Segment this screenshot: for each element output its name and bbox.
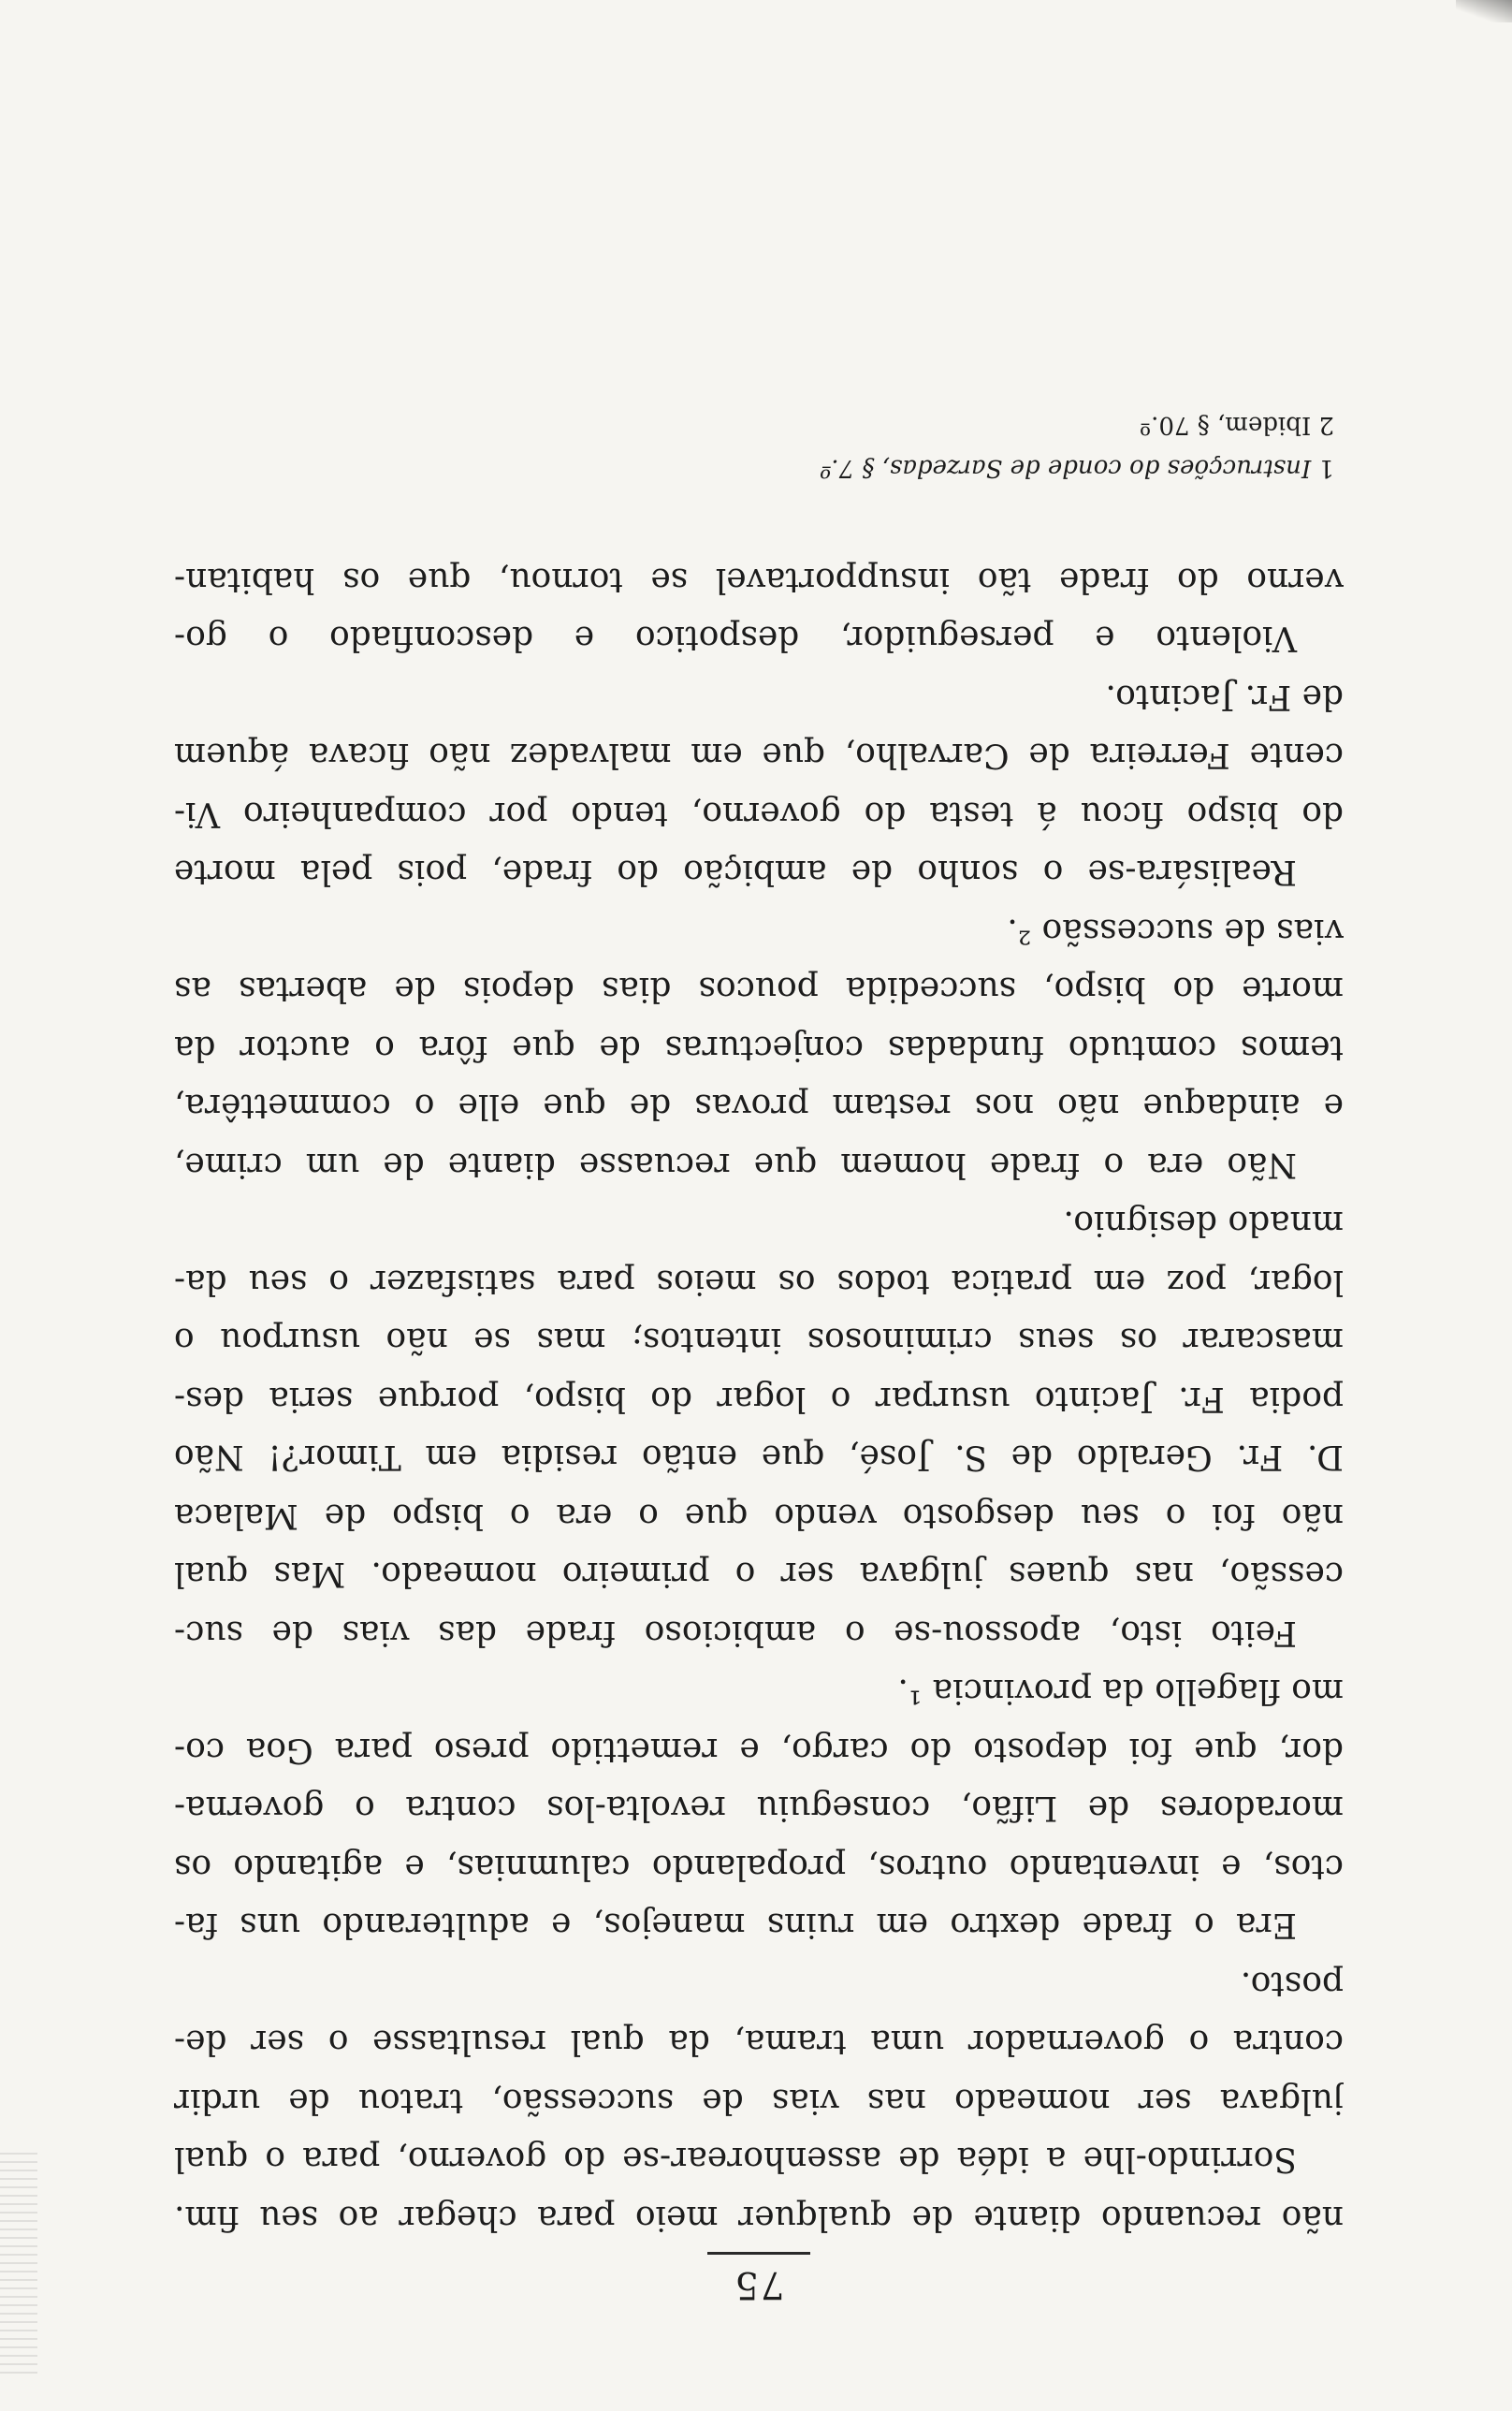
text-line: mo flagello da provincia ¹.	[897, 1672, 1344, 1711]
text-line: e aindaque não nos restam provas de que elle o commettêra,	[174, 1087, 1344, 1126]
text-line: Não era o frade homem que recuasse diante de um crime,	[174, 1146, 1297, 1184]
text-line: de Fr. Jacinto.	[1105, 678, 1344, 716]
text-line: podia Fr. Jacinto usurpar o logar do bispo, porque seria des-	[174, 1380, 1344, 1418]
body-text	[174, 550, 1344, 2247]
text-line: não recuando diante de qualquer meio para chegar ao seu fim.	[174, 2199, 1344, 2237]
text-line: verno do frade tão insupportavel se tornou, que os habitan-	[174, 561, 1344, 599]
text-line: não foi o seu desgosto vendo que o era o bispo de Malaca	[174, 1497, 1344, 1535]
text-line: dor, que foi deposto do cargo, e remettido preso para Goa co-	[174, 1731, 1344, 1769]
text-line: posto.	[1240, 1965, 1344, 2003]
text-line: Era o frade dextro em ruins manejos, e adulterando uns fa-	[174, 1906, 1297, 1945]
text-line: mascarar os seus criminosos intentos; mas se não usurpou o	[174, 1321, 1344, 1360]
text-line: morte do bispo, succedida poucos dias depois de abertas as	[174, 970, 1344, 1009]
footnote-marker: 1	[1318, 454, 1334, 483]
text-line: moradores de Lifão, conseguiu revolta-los contra o governa-	[174, 1789, 1344, 1828]
text-line: Realisára-se o sonho de ambição do frade, pois pela morte	[174, 853, 1297, 892]
text-line: mnado designio.	[1063, 1204, 1344, 1243]
text-line: Violento e perseguidor, despotico e desconfiado o go-	[174, 619, 1297, 658]
footnotes	[174, 404, 1344, 490]
footnote-marker: 2	[1318, 411, 1334, 440]
footnote	[174, 447, 1344, 490]
text-line: D. Fr. Geraldo de S. José, que então residia em Timor?! Não	[174, 1438, 1344, 1477]
footnote	[174, 404, 1344, 447]
header-rule	[707, 2252, 810, 2255]
text-line: cessão, nas quaes julgava ser o primeiro nomeado. Mas qual	[174, 1555, 1344, 1594]
text-block	[174, 404, 1344, 2314]
footnote-text: Instrucções do conde de Sarzedas, § 7.º	[820, 454, 1312, 483]
text-line: ctos, e inventando outros, propalando calumnias, e agitando os	[174, 1848, 1344, 1886]
text-line: logar, poz em pratica todos os meios para satisfazer o seu da-	[174, 1263, 1344, 1301]
text-line: vias de successão ².	[1007, 912, 1344, 950]
text-line: julgava ser nomeado nas vias de successão, tratou de urdir	[174, 2082, 1344, 2120]
text-line: Sorrindo-lhe a idéa de assenhorear-se do governo, para o qual	[174, 2140, 1297, 2179]
text-line: cente Ferreira de Carvalho, que em malvadez não ficava áquem	[174, 736, 1344, 775]
footnote-text: Ibidem, § 70.º	[1139, 411, 1312, 440]
text-line: Feito isto, apossou-se o ambicioso frade das vias de suc-	[174, 1614, 1297, 1652]
text-line: temos comtudo fundadas conjecturas de que fôra o auctor da	[174, 1029, 1344, 1067]
text-line: contra o governador uma trama, da qual resultasse o ser de-	[174, 2023, 1344, 2062]
page-number: 75	[733, 2263, 785, 2306]
text-line: do bispo ficou á testa do governo, tendo por companheiro Vi-	[174, 795, 1344, 833]
